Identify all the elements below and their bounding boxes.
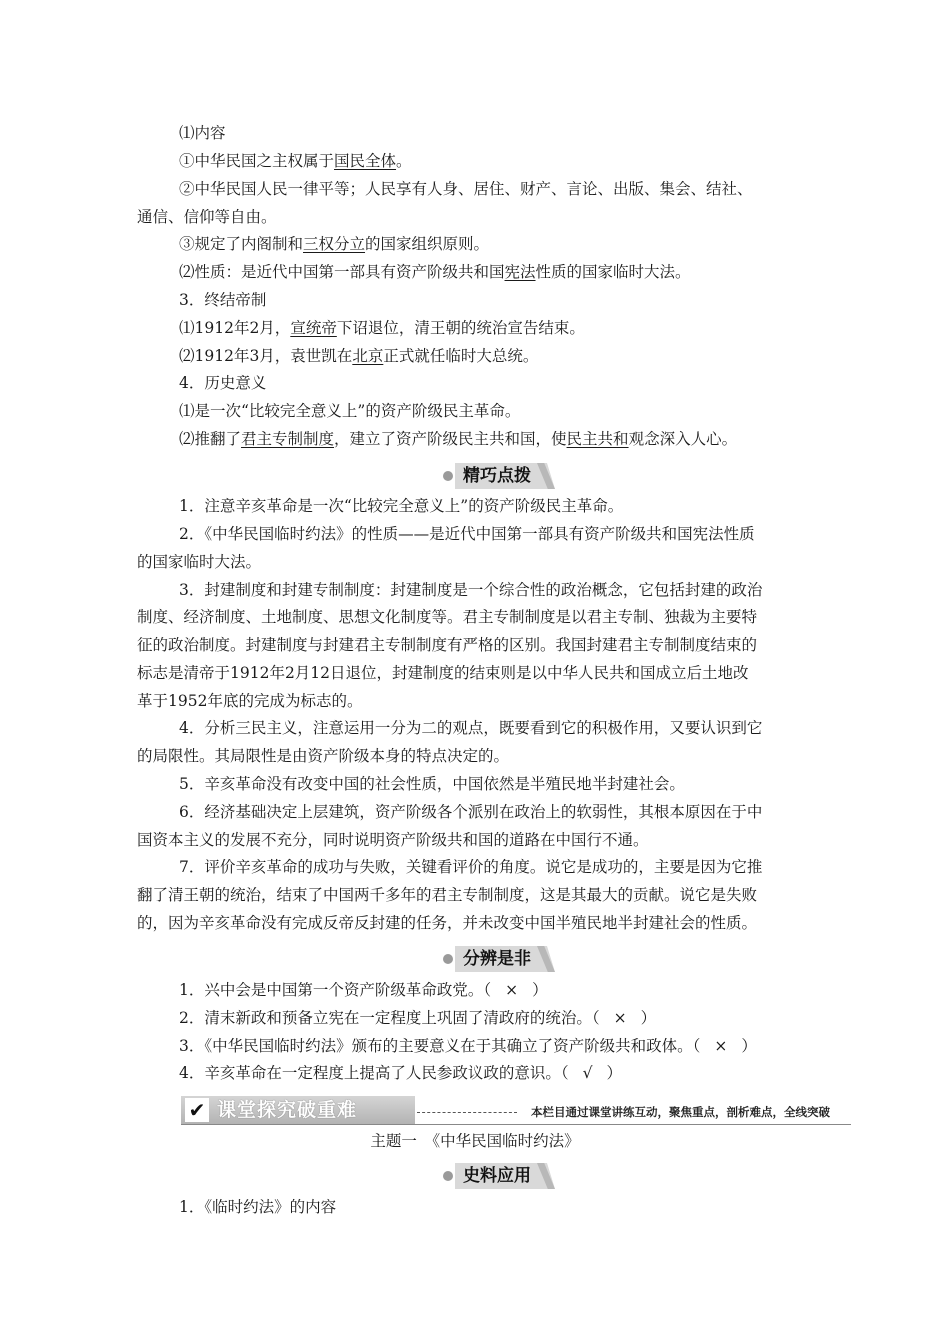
underlined-answer: 三权分立: [303, 235, 366, 253]
text-segment: 观念深入人心。: [628, 430, 738, 448]
tip-line: 6．经济基础决定上层建筑，资产阶级各个派别在政治上的软弱性，其根本原因在于中: [179, 803, 763, 821]
text-segment: ，建立了资产阶级民主共和国，使: [334, 430, 567, 448]
content-line: [179, 234, 859, 254]
content-line: 1．《临时约法》的内容: [179, 1198, 337, 1216]
text-segment: ③规定了内阁制和: [179, 235, 304, 253]
tip-line: 征的政治制度。封建制度与封建君主专制制度有严格的区别。我国封建君主专制制度结束的: [137, 636, 758, 654]
content-line: [179, 262, 859, 282]
bullet-dot-icon: [443, 471, 453, 481]
tip-line: 翻了清王朝的统治，结束了中国两千多年的君主专制制度，这是其最大的贡献。说它是失败: [137, 886, 758, 904]
tip-line: 4．分析三民主义，注意运用一分为二的观点，既要看到它的积极作用，又要认识到它: [179, 719, 763, 737]
content-line: 4．历史意义: [179, 374, 267, 392]
judgement-item: 1．兴中会是中国第一个资产阶级革命政党。（ × ）: [179, 981, 548, 999]
underlined-answer: 国民全体: [334, 152, 397, 170]
judgement-item: 3．《中华民国临时约法》颁布的主要意义在于其确立了资产阶级共和政体。（ × ）: [179, 1037, 757, 1055]
text-segment: 的国家组织原则。: [365, 235, 490, 253]
content-line: 通信、信仰等自由。: [137, 208, 277, 226]
text-segment: ⑴1912年2月，: [179, 319, 291, 337]
content-line: [179, 429, 859, 449]
underlined-answer: 君主专制制度: [241, 430, 335, 448]
tip-line: 的国家临时大法。: [137, 553, 262, 571]
answer-mark: ×: [505, 981, 519, 999]
tip-line: 5．辛亥革命没有改变中国的社会性质，中国依然是半殖民地半封建社会。: [179, 775, 685, 793]
text-segment: ⑵1912年3月，袁世凯在: [179, 347, 353, 365]
tip-line: 的，因为辛亥革命没有完成反帝反封建的任务，并未改变中国半殖民地半封建社会的性质。: [137, 914, 758, 932]
bullet-dot-icon: [443, 954, 453, 964]
bullet-dot-icon: [443, 1171, 453, 1181]
classroom-banner: [181, 1094, 851, 1126]
content-line: [179, 346, 859, 366]
tip-line: 1．注意辛亥革命是一次“比较完全意义上”的资产阶级民主革命。: [179, 497, 624, 515]
answer-mark: √: [582, 1064, 593, 1082]
text-segment: ⑵推翻了: [179, 430, 242, 448]
banner-title: 课堂探究破重难: [217, 1099, 358, 1121]
content-line: 3．终结帝制: [179, 291, 267, 309]
judgement-item: 4．辛亥革命在一定程度上提高了人民参政议政的意识。（ √ ）: [179, 1064, 623, 1082]
text-segment: 。: [396, 152, 412, 170]
banner-note: 本栏目通过课堂讲练互动，聚焦重点，剖析难点，全线突破: [531, 1105, 830, 1119]
answer-mark: ×: [613, 1009, 627, 1027]
topic-heading: 主题一 《中华民国临时约法》: [370, 1132, 580, 1150]
text-segment: ⑵性质：是近代中国第一部具有资产阶级共和国: [179, 263, 505, 281]
text-segment: ①中华民国之主权属于: [179, 152, 335, 170]
tip-line: 的局限性。其局限性是由资产阶级本身的特点决定的。: [137, 747, 510, 765]
underlined-answer: 北京: [352, 347, 384, 365]
section-header-sources: [433, 1163, 563, 1189]
underlined-answer: 宪法: [504, 263, 536, 281]
underlined-answer: 宣统帝: [290, 319, 337, 337]
answer-mark: ×: [714, 1037, 728, 1055]
text-segment: 下诏退位，清王朝的统治宣告结束。: [336, 319, 585, 337]
section-title: 史料应用: [463, 1166, 531, 1186]
tip-line: 国资本主义的发展不充分，同时说明资产阶级共和国的道路在中国行不通。: [137, 831, 649, 849]
content-line: [179, 318, 859, 338]
judgement-item: 2．清末新政和预备立宪在一定程度上巩固了清政府的统治。（ × ）: [179, 1009, 657, 1027]
tip-line: 制度、经济制度、土地制度、思想文化制度等。君主专制制度是以君主专制、独裁为主要特: [137, 608, 758, 626]
text-segment: 性质的国家临时大法。: [535, 263, 691, 281]
section-header-tips: [433, 463, 563, 489]
tip-line: 2．《中华民国临时约法》的性质——是近代中国第一部具有资产阶级共和国宪法性质: [179, 525, 755, 543]
tip-line: 3．封建制度和封建专制制度：封建制度是一个综合性的政治概念，它包括封建的政治: [179, 581, 763, 599]
tip-line: 标志是清帝于1912年2月12日退位，封建制度的结束则是以中华人民共和国成立后土地改: [137, 664, 749, 682]
text-segment: 正式就任临时大总统。: [383, 347, 539, 365]
tip-line: 革于1952年底的完成为标志的。: [137, 692, 363, 710]
tip-line: 7．评价辛亥革命的成功与失败，关键看评价的角度。说它是成功的，主要是因为它推: [179, 858, 763, 876]
section-title: 分辨是非: [463, 949, 531, 969]
content-line: ②中华民国人民一律平等；人民享有人身、居住、财产、言论、出版、集会、结社、: [179, 180, 753, 198]
content-line: [179, 151, 859, 171]
checkmark-icon: ✔: [185, 1098, 209, 1122]
content-line: ⑴内容: [179, 124, 226, 142]
section-title: 精巧点拨: [463, 466, 531, 486]
banner-divider: [417, 1112, 517, 1113]
content-line: ⑴是一次“比较完全意义上”的资产阶级民主革命。: [179, 402, 521, 420]
section-header-judgement: [433, 946, 563, 972]
underlined-answer: 民主共和: [566, 430, 629, 448]
